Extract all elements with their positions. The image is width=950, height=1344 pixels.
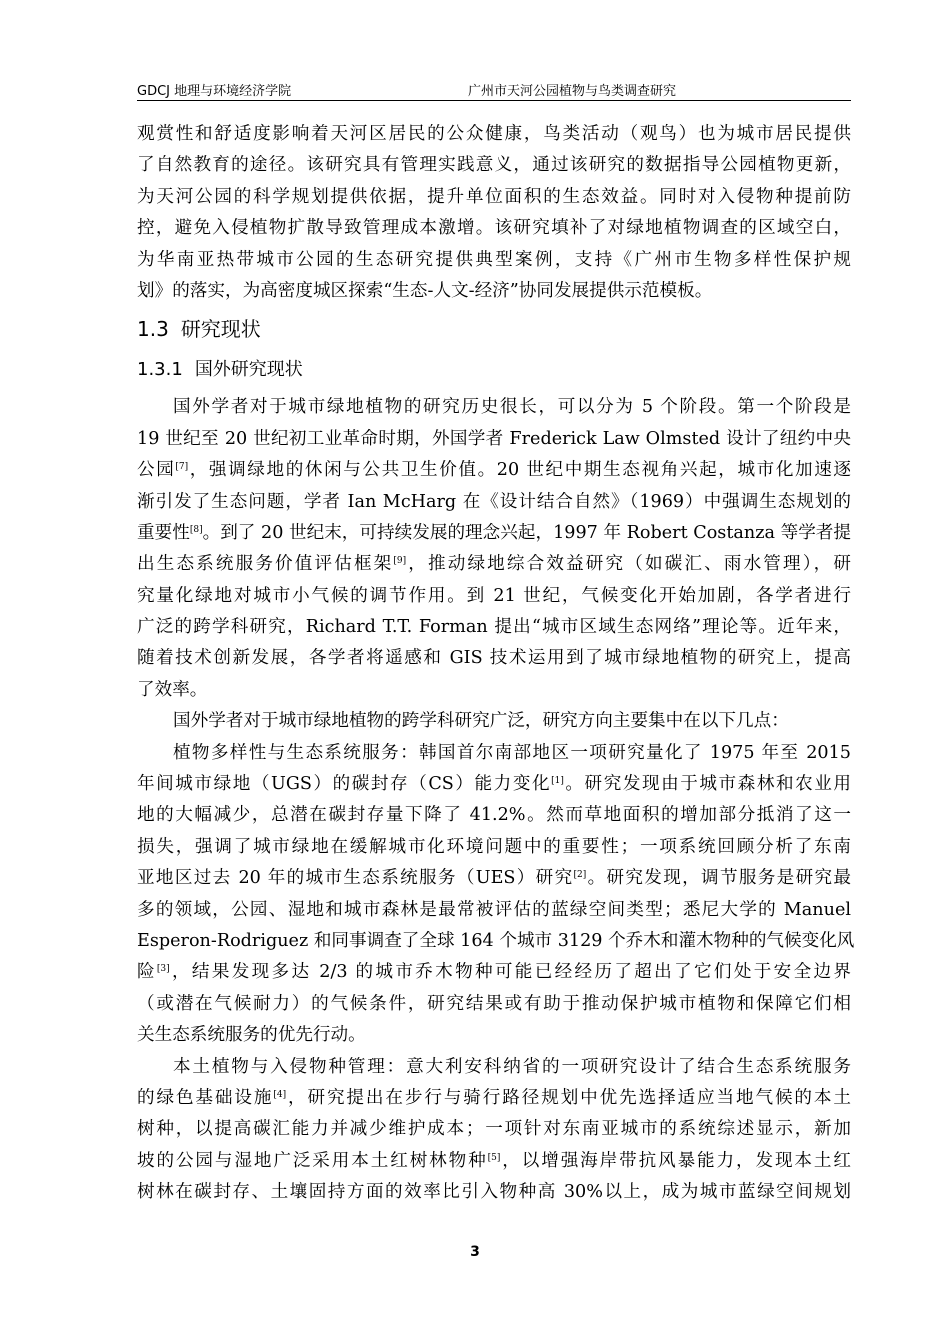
text-line: 坡的公园与湿地广泛采用本土红树林物种[5]，以增强海岸带抗风暴能力，发现本土红 [137,1150,851,1171]
text-line: 树种，以提高碳汇能力并减少维护成本；一项针对东南亚城市的系统综述显示，新加 [137,1119,851,1140]
section-title: 研究现状 [180,317,261,342]
text-line: 国外学者对于城市绿地植物的跨学科研究广泛，研究方向主要集中在以下几点： [173,711,789,732]
citation-7: [7] [175,462,189,473]
text-line: Esperon-Rodriguez 和同事调查了全球 164 个城市 3129 个乔木和灌木物种的气候变化风 [137,930,855,951]
paragraph-directions [137,706,851,737]
text-line: 公园[7]，强调绿地的休闲与公共卫生价值。20 世纪中期生态视角兴起，城市化加速逐 [137,460,851,481]
text-line: 划》的落实，为高密度城区探索“生态-人文-经济”协同发展提供示范模板。 [137,280,713,301]
text-line: 亚地区过去 20 年的城市生态系统服务（UES）研究[2]。研究发现，调节服务是研究最 [137,868,851,889]
text-line: 广泛的跨学科研究，Richard T.T. Forman 提出“城市区域生态网络”理论等。近年来， [137,617,851,638]
text-line: 植物多样性与生态系统服务：韩国首尔南部地区一项研究量化了 1975 年至 2015 [173,742,851,763]
text-line: 了自然教育的途径。该研究具有管理实践意义，通过该研究的数据指导公园植物更新， [137,155,851,176]
paragraph-significance [137,119,851,307]
citation-4: [4] [273,1089,287,1100]
text-line: 为天河公园的科学规划提供依据，提升单位面积的生态效益。同时对入侵物种提前防 [137,186,851,207]
paragraph-biodiversity [137,738,855,1052]
section-number: 1.3.1 [137,359,183,381]
text-line: 关生态系统服务的优先行动。 [137,1025,366,1046]
running-header [137,76,851,100]
text-line: 渐引发了生态问题，学者 Ian McHarg 在《设计结合自然》（1969）中强调生态规划的 [137,491,851,512]
text-line: 19 世纪至 20 世纪初工业革命时期，外国学者 Frederick Law Olmsted 设计了纽约中央 [137,428,851,449]
header-divider [137,100,851,101]
text-line: 观赏性和舒适度影响着天河区居民的公众健康，鸟类活动（观鸟）也为城市居民提供 [137,124,851,144]
text-line: 了效率。 [137,679,208,700]
text-line: 多的领域，公园、湿地和城市森林是最常被评估的蓝绿空间类型；悉尼大学的 Manuel [137,899,851,920]
header-institution: GDCJ 地理与环境经济学院 [137,84,292,99]
text-line: 出生态系统服务价值评估框架[9]，推动绿地综合效益研究（如碳汇、雨水管理），研 [137,554,851,575]
citation-2: [2] [573,870,587,881]
page-number: 3 [470,1244,480,1260]
citation-8: [8] [189,524,203,535]
paragraph-native-invasive [137,1052,851,1209]
section-number: 1.3 [137,317,169,342]
paragraph-history [137,392,851,706]
header-paper-title: 广州市天河公园植物与鸟类调查研究 [468,84,677,99]
text-line: （或潜在气候耐力）的气候条件，研究结果或有助于推动保护城市植物和保障它们相 [137,993,851,1014]
body-text [137,119,855,1209]
text-line: 年间城市绿地（UGS）的碳封存（CS）能力变化[1]。研究发现由于城市森林和农业用 [137,774,851,795]
citation-9: [9] [393,556,407,567]
section-title: 国外研究现状 [194,359,303,381]
text-line: 险[3]，结果发现多达 2/3 的城市乔木物种可能已经经历了超出了它们处于安全边界 [137,962,851,983]
text-line: 控，避免入侵植物扩散导致管理成本激增。该研究填补了对绿地植物调查的区域空白， [137,218,851,239]
text-line: 地的大幅减少，总潜在碳封存量下降了 41.2%。然而草地面积的增加部分抵消了这一 [137,805,851,826]
text-line: 随着技术创新发展，各学者将遥感和 GIS 技术运用到了城市绿地植物的研究上，提高 [137,648,851,669]
text-line: 重要性[8]。到了 20 世纪末，可持续发展的理念兴起，1997 年 Robert Costanza 等学者提 [137,522,851,543]
text-line: 的绿色基础设施[4]，研究提出在步行与骑行路径规划中优先选择适应当地气候的本土 [137,1087,851,1108]
section-heading-1-3 [137,319,851,341]
citation-1: [1] [551,776,564,787]
text-line: 损失，强调了城市绿地在缓解城市化环境问题中的重要性；一项系统回顾分析了东南 [137,836,851,857]
text-line: 国外学者对于城市绿地植物的研究历史很长，可以分为 5 个阶段。第一个阶段是 [173,397,851,418]
citation-3: [3] [156,964,170,975]
text-line: 为华南亚热带城市公园的生态研究提供典型案例，支持《广州市生物多样性保护规 [137,249,851,270]
citation-5: [5] [487,1152,501,1163]
text-line: 本土植物与入侵物种管理：意大利安科纳省的一项研究设计了结合生态系统服务 [173,1056,851,1077]
section-heading-1-3-1 [137,361,851,381]
text-line: 究量化绿地对城市小气候的调节作用。到 21 世纪，气候变化开始加剧，各学者进行 [137,585,851,606]
text-line: 树林在碳封存、土壤固持方面的效率比引入物种高 30%以上，成为城市蓝绿空间规划 [137,1182,851,1203]
